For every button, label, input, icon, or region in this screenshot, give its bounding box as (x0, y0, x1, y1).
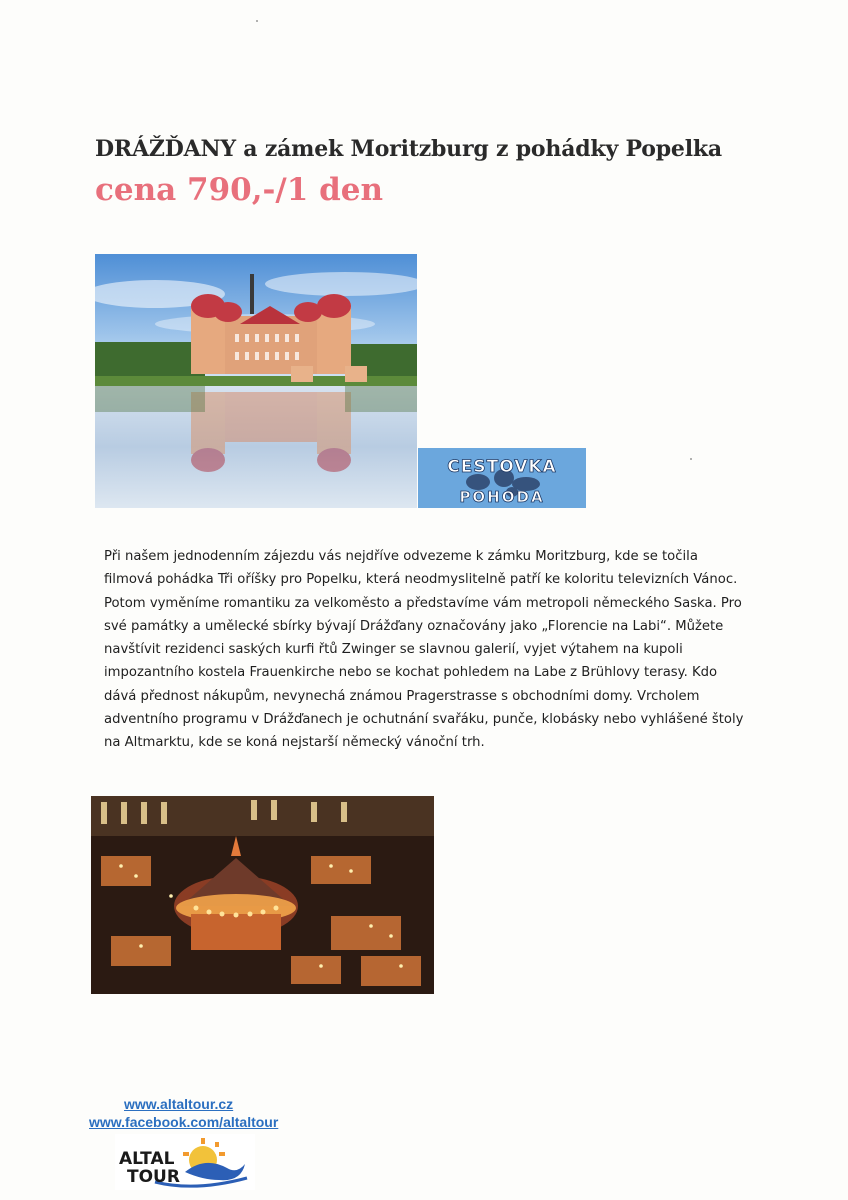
logo-text-tour: TOUR (127, 1167, 180, 1187)
scan-speck (256, 20, 258, 22)
svg-text:CESTOVKA: CESTOVKA (447, 457, 557, 477)
svg-text:POHODA: POHODA (459, 488, 545, 506)
christmas-market-photo (91, 796, 434, 994)
facebook-link[interactable]: www.facebook.com/altaltour (89, 1114, 279, 1130)
price-label: cena 790,-/1 den (95, 172, 384, 208)
moritzburg-castle-photo (95, 254, 417, 508)
cestovka-pohoda-logo (418, 448, 586, 508)
logo-text-altal: ALTAL (119, 1149, 175, 1169)
page-title: DRÁŽĎANY a zámek Moritzburg z pohádky Popelka (95, 136, 722, 162)
tour-description: Při našem jednodenním zájezdu vás nejdříve odvezeme k zámku Moritzburg, kde se točila filmová pohádka Tři oříšky pro Popelku, která neodmyslitelně patří ke koloritu televizních Vánoc. Potom vyměníme romantiku za velkoměsto a představíme vám metropoli německého Saska. Pro své památky a umělecké sbírky bývají Drážďany označovány jako „Florencie na Labi“. Můžete navštívit rezidenci saských kurfi řtů Zwinger se slavnou galerií, vyjet výtahem na kupoli impozantního kostela Frauenkirche nebo se kochat pohledem na Labe z Brühlovy terasy. Kdo dává přednost nákupům, nevynechá známou Pragerstrasse s obchodními domy. Vrcholem adventního programu v Drážďanech je ochutnání svařáku, punče, klobásky nebo vyhlášené štoly na Altmarktu, kde se koná nejstarší německý vánoční trh. (104, 549, 744, 751)
website-link[interactable]: www.altaltour.cz (124, 1096, 234, 1112)
scan-speck (690, 458, 692, 460)
altal-tour-logo (115, 1134, 255, 1190)
